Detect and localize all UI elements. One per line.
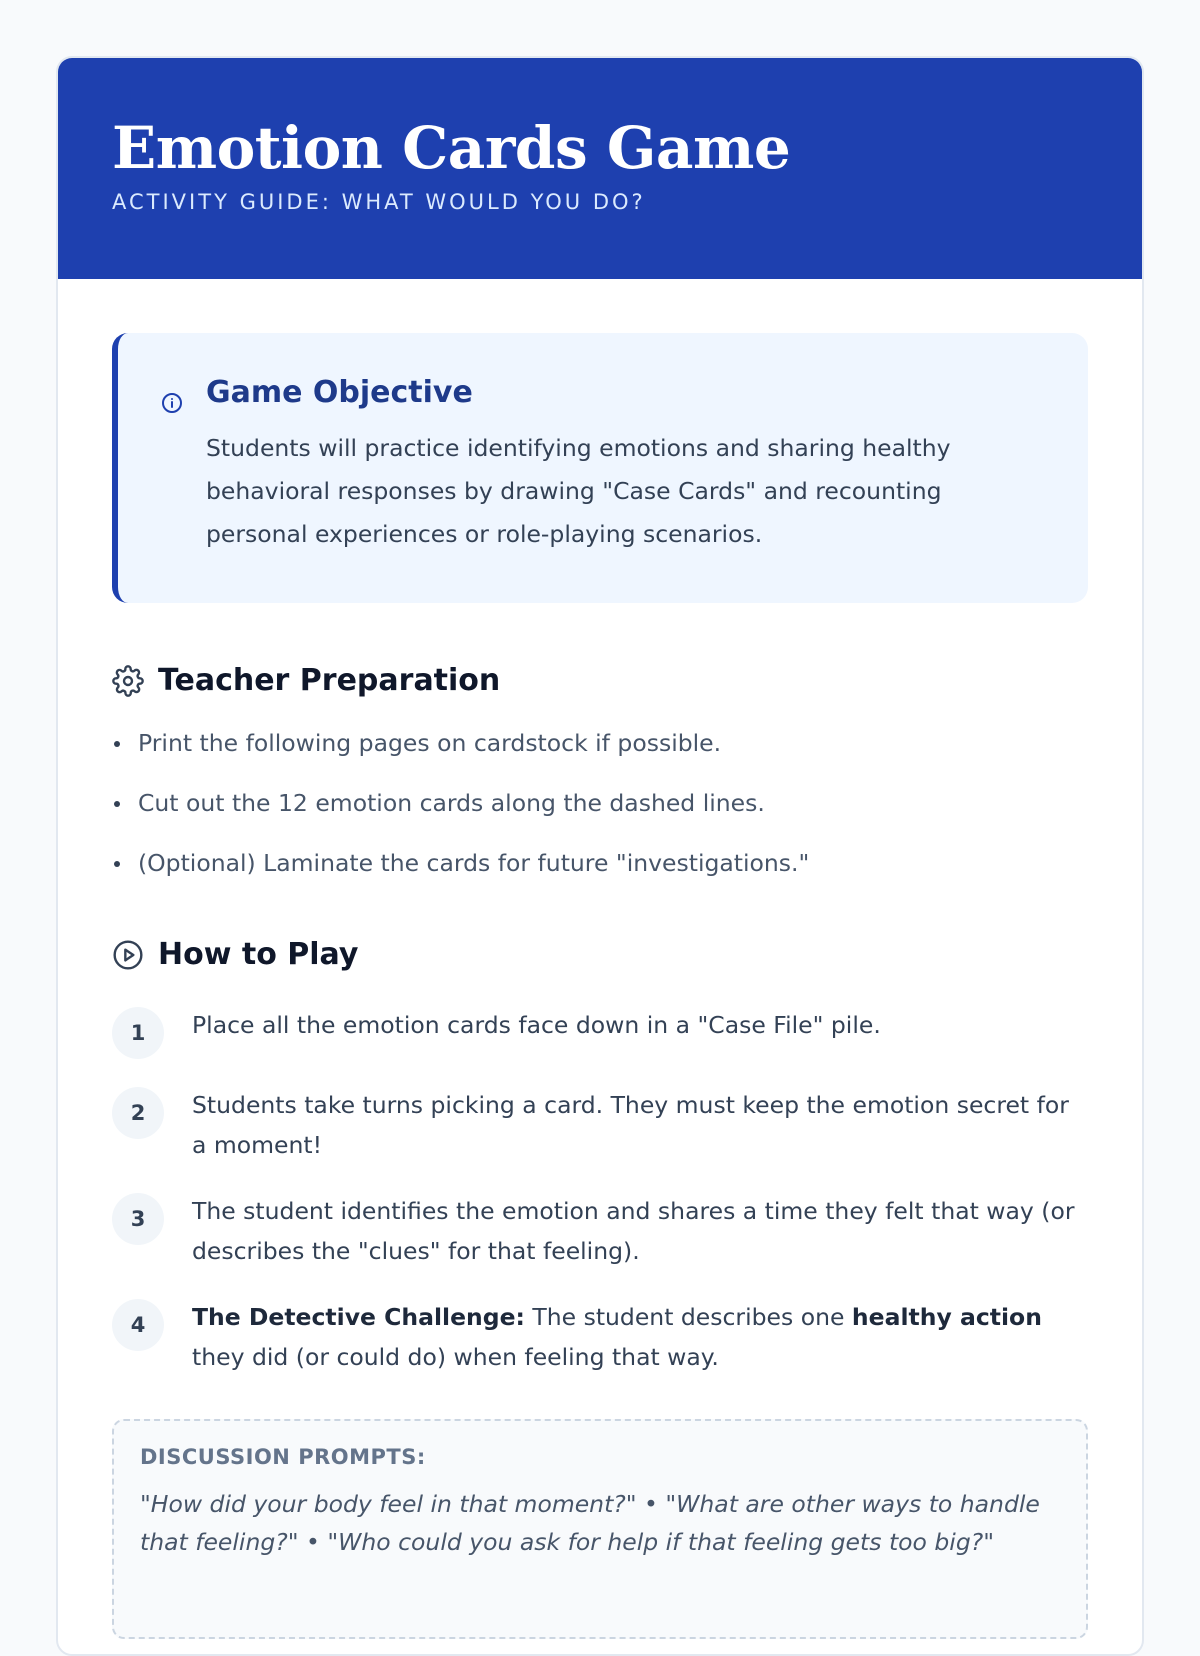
list-item: Cut out the 12 emotion cards along the dashed lines. xyxy=(138,787,1088,819)
step-item xyxy=(112,1191,1088,1271)
steps-list xyxy=(112,1005,1088,1377)
preparation-list xyxy=(112,727,1088,879)
page-title: Emotion Cards Game xyxy=(112,114,791,182)
step-text: Students take turns picking a card. They must keep the emotion secret for a moment! xyxy=(192,1091,1069,1159)
play-circle-icon xyxy=(112,939,144,971)
activity-guide-card xyxy=(56,56,1144,1656)
list-item: (Optional) Laminate the cards for future "investigations." xyxy=(138,847,1088,879)
step-text-part: The student describes one xyxy=(524,1303,852,1331)
gear-icon xyxy=(112,665,144,697)
objective-text: Students will practice identifying emotions and sharing healthy behavioral responses by drawing "Case Cards" and recounting personal experiences or role-playing scenarios. xyxy=(206,434,951,548)
step-text-part: they did (or could do) when feeling that way. xyxy=(192,1343,719,1371)
objective-callout xyxy=(112,333,1088,603)
page-subtitle: ACTIVITY GUIDE: WHAT WOULD YOU DO? xyxy=(112,190,646,214)
step-number: 4 xyxy=(112,1299,164,1351)
discussion-label: DISCUSSION PROMPTS: xyxy=(140,1445,426,1469)
how-to-play-title: How to Play xyxy=(158,937,359,972)
step-item xyxy=(112,1085,1088,1165)
step-text: Place all the emotion cards face down in a "Case File" pile. xyxy=(192,1011,881,1039)
preparation-title: Teacher Preparation xyxy=(158,663,501,698)
objective-title: Game Objective xyxy=(206,375,473,410)
step-item xyxy=(112,1297,1088,1377)
preparation-heading xyxy=(112,661,1088,701)
how-to-play-heading xyxy=(112,935,1088,975)
step-number: 2 xyxy=(112,1087,164,1139)
step-item xyxy=(112,1005,1088,1059)
step-text: The student identifies the emotion and shares a time they felt that way (or describes the "clues" for that feeling). xyxy=(192,1197,1075,1265)
info-icon xyxy=(160,391,184,415)
list-item: Print the following pages on cardstock if possible. xyxy=(138,727,1088,759)
step-number: 1 xyxy=(112,1007,164,1059)
guide-header xyxy=(58,58,1142,279)
discussion-text: "How did your body feel in that moment?" • "What are other ways to handle that feeling?" • "Who could you ask for help if that feeling gets too big?" xyxy=(140,1490,1040,1556)
step-number: 3 xyxy=(112,1193,164,1245)
step-bold-mid: healthy action xyxy=(851,1303,1042,1331)
discussion-prompts-box xyxy=(112,1419,1088,1639)
step-bold-lead: The Detective Challenge: xyxy=(192,1303,525,1331)
guide-content xyxy=(58,279,1142,1639)
step-text xyxy=(192,1297,1088,1377)
